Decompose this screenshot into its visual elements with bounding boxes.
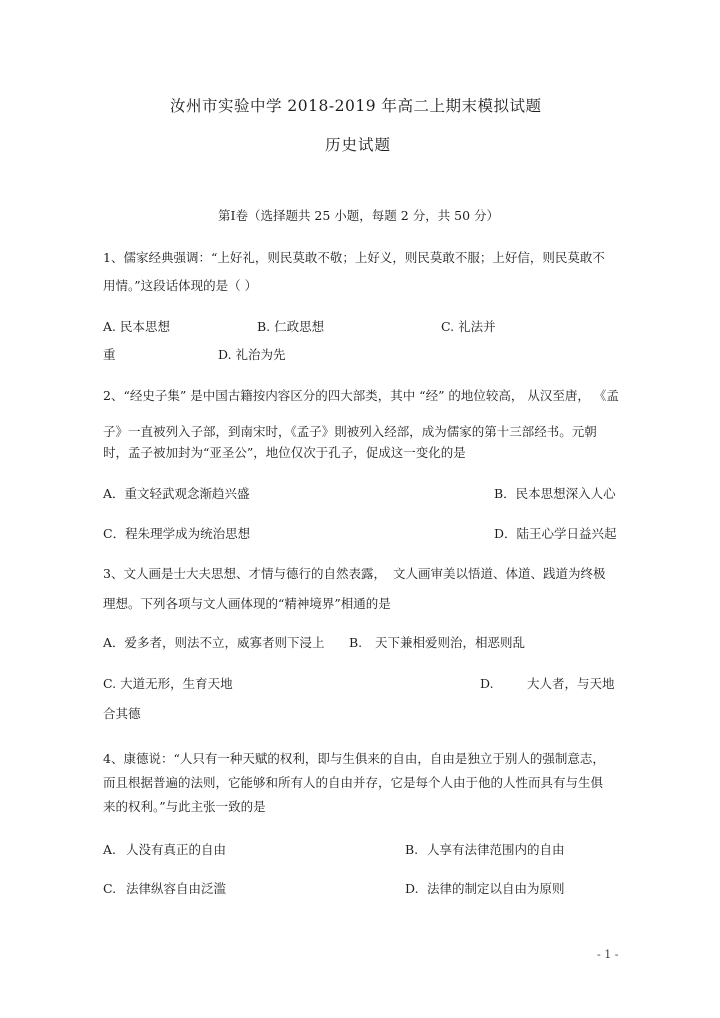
option-c-continued: 重 xyxy=(103,347,116,362)
option-a: A．爱多者，则法不立，威寡者则下浸上 xyxy=(103,635,325,650)
option-c: C. 礼法并 xyxy=(441,319,496,334)
option-b: B. 仁政思想 xyxy=(257,319,325,334)
question-stem-line: 而且根据普遍的法则，它能够和所有人的自由并存，它是每个人由于他的人性而具有与生俱 xyxy=(103,775,604,790)
exam-subtitle: 历史试题 xyxy=(325,136,392,154)
question-stem-line: 子》一直被列入子部，到南宋时，《孟子》則被列入经部，成为儒家的第十三部经书。元朝 xyxy=(103,424,597,439)
option-b: B．民本思想深入人心 xyxy=(494,486,616,501)
option-d: D．陆王心学日益兴起 xyxy=(494,526,617,541)
option-d-letter: D. xyxy=(480,676,494,691)
question-stem-line: 1、儒家经典强调：“上好礼，则民莫敢不敬；上好义，则民莫敢不服；上好信，则民莫敢不 xyxy=(103,250,605,265)
option-a: A. 民本思想 xyxy=(103,319,170,334)
option-c-letter: C. xyxy=(103,881,117,896)
option-b-letter: B. xyxy=(405,842,419,857)
question-stem-line: 3、文人画是士大夫思想、才情与德行的自然表露， xyxy=(103,566,386,581)
question-stem-line: 2、“经史子集” 是中国古籍按内容区分的四大部类，其中 “经” 的地位较高， 从汉至唐， 《孟 xyxy=(103,388,619,403)
question-stem-line: 文人画审美以悟道、体道、践道为终极 xyxy=(393,566,606,581)
question-stem-line: 来的权利。”与此主张一致的是 xyxy=(103,799,266,814)
option-d: 法律的制定以自由为原则 xyxy=(427,881,565,896)
option-a-letter: A. xyxy=(103,842,117,857)
exam-title: 汝州市实验中学 2018-2019 年高二上期末模拟试题 xyxy=(170,97,542,115)
question-stem-line: 理想。下列各项与文人画体现的“精神境界”相通的是 xyxy=(103,596,391,611)
question-stem-line: 时，孟子被加封为“亚圣公”，地位仅次于孔子，促成这一变化的是 xyxy=(103,445,466,460)
option-d: D. 礼治为先 xyxy=(218,347,286,362)
question-stem-line: 用情。”这段话体现的是（ ） xyxy=(103,278,258,293)
option-d-continued: 合其德 xyxy=(103,706,141,721)
section-heading: 第Ⅰ卷（选择题共 25 小题，每题 2 分，共 50 分） xyxy=(218,208,500,223)
option-b: 天下兼相爱则治，相恶则乱 xyxy=(375,635,526,650)
option-c: 法律纵容自由泛滥 xyxy=(126,881,227,896)
option-d: 大人者，与天地 xyxy=(527,676,615,691)
question-stem-line: 4、康德说：“人只有一种天赋的权利，即与生俱来的自由，自由是独立于别人的强制意志， xyxy=(103,751,605,766)
option-c: C. 大道无形，生育天地 xyxy=(103,676,233,691)
option-a: 人没有真正的自由 xyxy=(126,842,227,857)
page-number: - 1 - xyxy=(597,948,619,961)
option-d-letter: D. xyxy=(405,881,419,896)
option-b: 人享有法律范围内的自由 xyxy=(427,842,565,857)
option-a: A．重文轻武观念渐趋兴盛 xyxy=(103,486,250,501)
option-b-letter: B. xyxy=(349,635,363,650)
option-c: C．程朱理学成为统治思想 xyxy=(103,526,251,541)
